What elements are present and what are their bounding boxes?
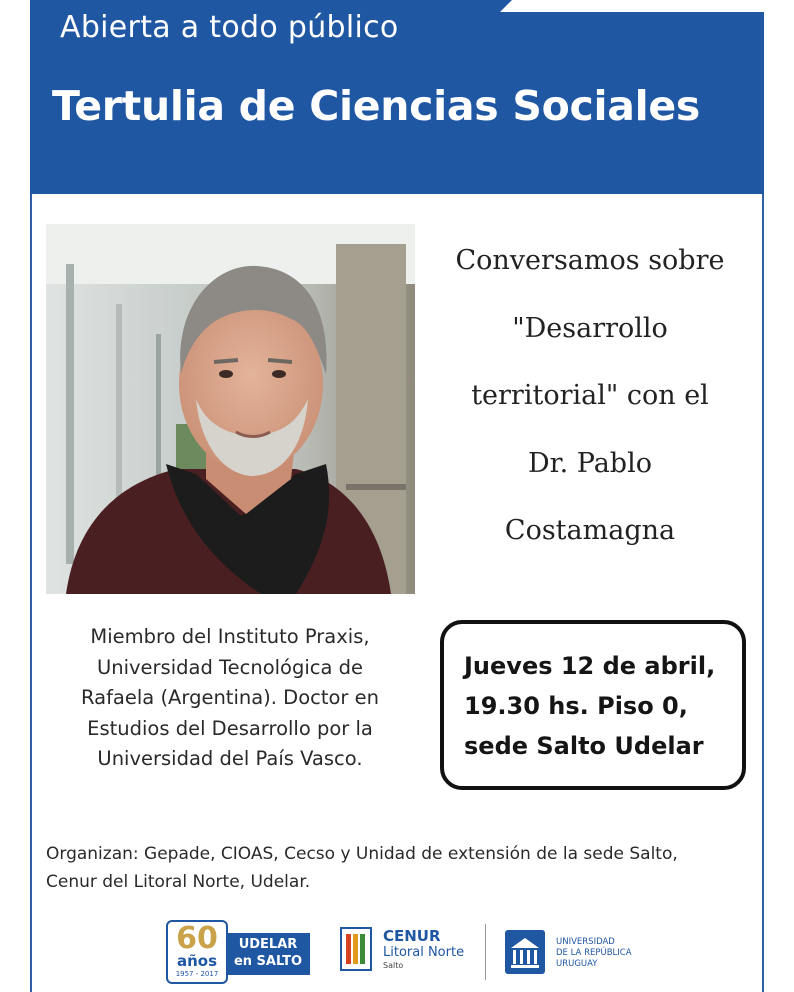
anniversary-word: años — [176, 952, 218, 970]
speaker-bio — [60, 622, 400, 775]
udelar-logo-line: en SALTO — [233, 954, 303, 969]
header-title: Tertulia de Ciencias Sociales — [52, 82, 700, 130]
event-line: sede Salto Udelar — [464, 732, 704, 760]
bio-line: Miembro del Instituto Praxis, — [90, 625, 370, 648]
bio-line: Estudios del Desarrollo por la — [87, 716, 373, 740]
talk-line: territorial" con el — [471, 380, 709, 411]
talk-description — [425, 232, 755, 570]
event-line: 19.30 hs. Piso 0, — [464, 692, 688, 720]
universidad-logo-line: UNIVERSIDAD — [556, 937, 615, 947]
universidad-logo-line: DE LA REPÚBLICA — [556, 948, 632, 958]
organizers-line: Organizan: Gepade, CIOAS, Cecso y Unidad de extensión de la sede Salto, — [46, 844, 678, 864]
talk-line: Costamagna — [504, 515, 676, 546]
cenur-logo-line: CENUR — [383, 927, 441, 945]
universidad-logo-line: URUGUAY — [556, 959, 598, 969]
talk-line: Conversamos sobre — [455, 245, 725, 276]
cenur-logo-line: Salto — [383, 961, 404, 970]
anniversary-number: 60 — [176, 921, 218, 956]
cenur-logo-line: Litoral Norte — [383, 945, 465, 960]
organizers — [46, 840, 678, 896]
anniversary-years: 1957 - 2017 — [175, 970, 219, 978]
universidad-logo-text — [556, 937, 632, 970]
talk-line: Dr. Pablo — [528, 447, 652, 479]
header-subtitle: Abierta a todo público — [60, 10, 399, 45]
bio-line: Rafaela (Argentina). Doctor en — [81, 686, 379, 709]
talk-line: "Desarrollo — [512, 312, 668, 344]
event-line: Jueves 12 de abril, — [464, 652, 716, 680]
header-corner-notch — [500, 0, 770, 12]
anniversary-logo — [166, 920, 228, 984]
speaker-portrait-icon — [46, 224, 415, 594]
bio-line: Universidad del País Vasco. — [97, 747, 363, 770]
udelar-salto-logo — [226, 933, 310, 975]
speaker-photo — [46, 224, 415, 594]
cenur-logo-icon — [340, 926, 372, 972]
cenur-logo-text — [383, 928, 464, 971]
udelar-logo-line: UDELAR — [238, 937, 298, 952]
universidad-logo-icon — [505, 930, 545, 974]
bio-line: Universidad Tecnológica de — [96, 655, 364, 679]
organizers-line: Cenur del Litoral Norte, Udelar. — [46, 872, 311, 892]
event-details-box — [440, 620, 746, 790]
logo-divider — [485, 924, 486, 980]
